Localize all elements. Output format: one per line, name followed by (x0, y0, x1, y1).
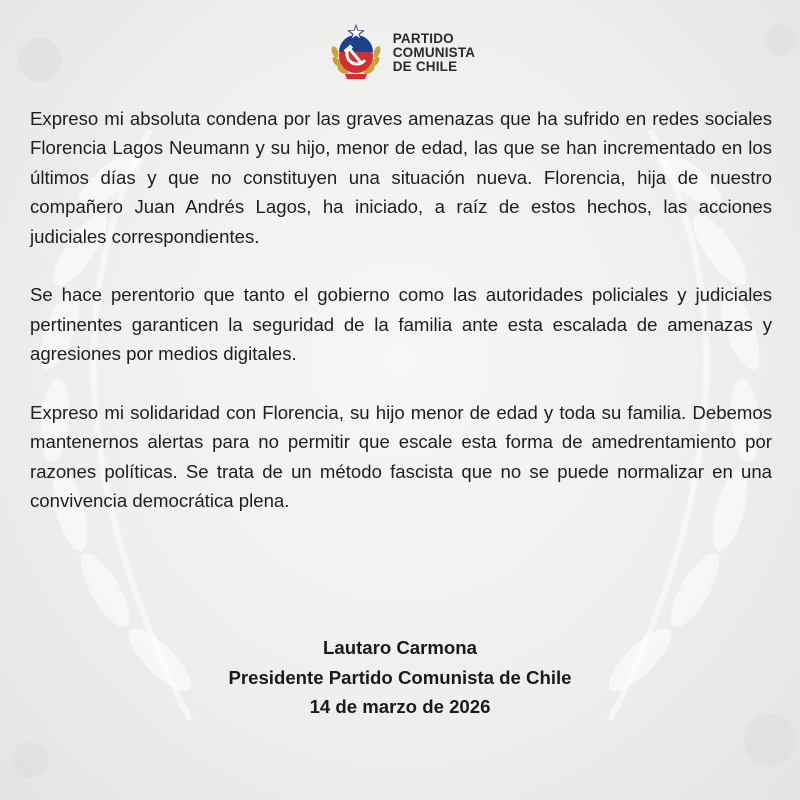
signature-block (0, 633, 800, 722)
hammer-sickle-star-icon (325, 22, 387, 84)
paragraph-2: Se hace perentorio que tanto el gobierno como las autoridades policiales y judiciales pertinentes garanticen la seguridad de la familia ante esta escalada de amenazas y agresiones por medios digitales. (30, 284, 772, 365)
paragraph-1: Expreso mi absoluta condena por las graves amenazas que ha sufrido en redes sociales Florencia Lagos Neumann y su hijo, menor de edad, las que se han incrementado en los últimos días y que no constituyen una situación nueva. Florencia, hija de nuestro compañero Juan Andrés Lagos, ha iniciado, a raíz de estos hechos, las acciones judiciales correspondientes. (30, 108, 772, 247)
org-line-3: DE CHILE (392, 59, 458, 74)
party-logo (325, 22, 476, 84)
party-wordmark (393, 32, 476, 74)
statement-date: 14 de marzo de 2026 (309, 696, 491, 717)
signer-title: Presidente Partido Comunista de Chile (228, 666, 572, 688)
signer-name: Lautaro Carmona (323, 637, 477, 658)
org-line-1: PARTIDO (392, 31, 454, 46)
statement-body (30, 104, 772, 545)
paragraph-3: Expreso mi solidaridad con Florencia, su hijo menor de edad y toda su familia. Debemos mantenernos alertas para no permitir que escale esta forma de amedrentamiento por razones políticas. Se trata de un método fascista que no se puede normalizar en una convivencia democrática plena. (30, 402, 772, 512)
org-line-2: COMUNISTA (392, 45, 476, 60)
header (0, 22, 800, 84)
